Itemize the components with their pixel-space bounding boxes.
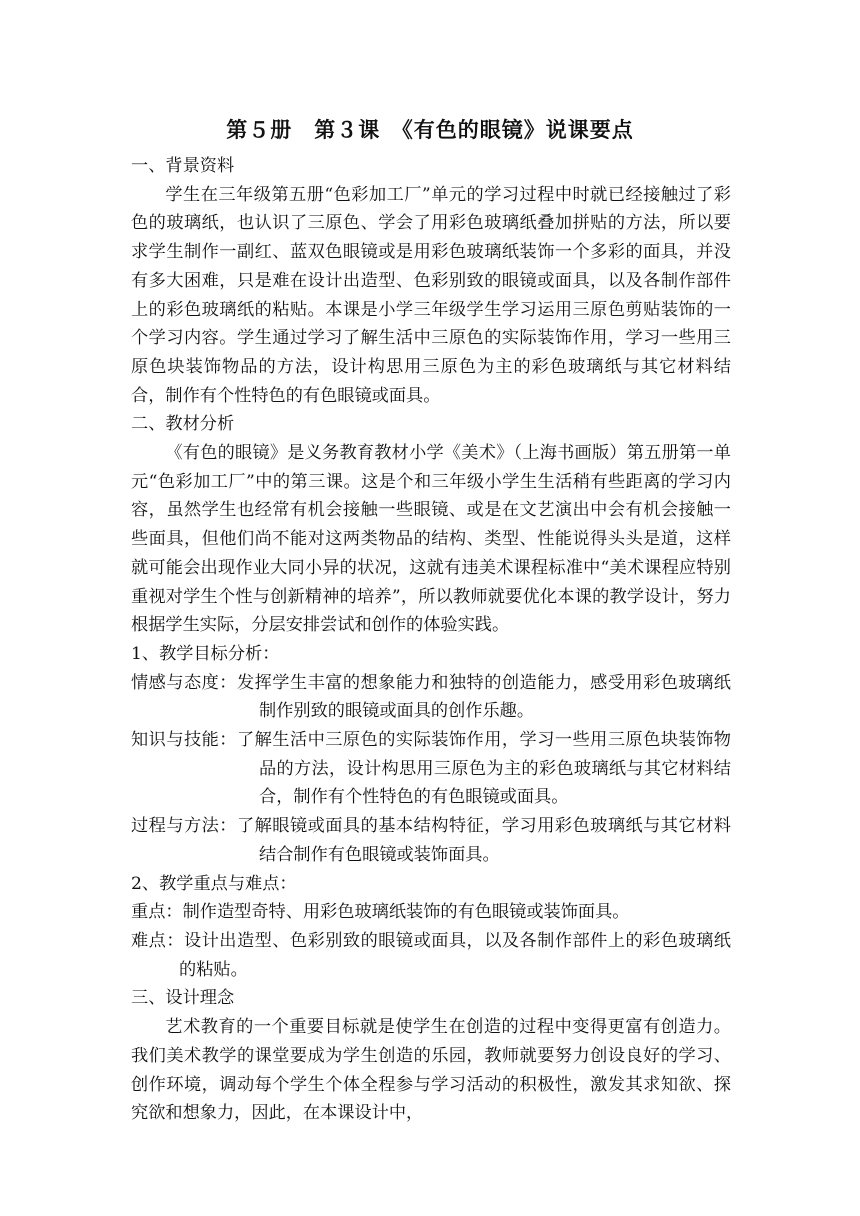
goal-emotion-label: 情感与态度： <box>131 672 237 693</box>
section-heading-background: 一、背景资料 <box>131 156 235 176</box>
difficult-point-label: 难点： <box>131 930 184 951</box>
key-point <box>131 898 731 927</box>
goal-knowledge <box>131 726 731 812</box>
section-heading-textbook: 二、教材分析 <box>131 414 235 435</box>
paragraph-design: 艺术教育的一个重要目标就是使学生在创造的过程中变得更富有创造力。我们美术教学的课堂要成为学生创造的乐园，教师就要努力创设良好的学习、创作环境，调动每个学生个体全程参与学习活动的积极性，激发其求知欲、探究欲和想象力，因此，在本课设计中， <box>131 1017 731 1124</box>
subheading-goals: 1、教学目标分析： <box>131 643 280 664</box>
goal-process-text: 了解眼镜或面具的基本结构特征，学习用彩色玻璃纸与其它材料结合制作有色眼镜或装饰面具。 <box>236 816 731 865</box>
paragraph-background: 学生在三年级第五册“色彩加工厂”单元的学习过程中时就已经接触过了彩色的玻璃纸，也认识了三原色、学会了用彩色玻璃纸叠加拼贴的方法，所以要求学生制作一副红、蓝双色眼镜或是用彩色玻璃纸装饰一个多彩的面具，并没有多大困难，只是难在设计出造型、色彩别致的眼镜或面具，以及各制作部件上的彩色玻璃纸的粘贴。本课是小学三年级学生学习运用三原色剪贴装饰的一个学习内容。学生通过学习了解生活中三原色的实际装饰作用，学习一些用三原色块装饰物品的方法，设计构思用三原色为主的彩色玻璃纸与其它材料结合，制作有个性特色的有色眼镜或面具。 <box>131 184 731 406</box>
page-title: 第５册 第３课 《有色的眼镜》说课要点 <box>226 117 634 142</box>
goal-process <box>131 812 731 869</box>
goal-emotion-text: 发挥学生丰富的想象能力和独特的创造能力，感受用彩色玻璃纸制作别致的眼镜或面具的创作乐趣。 <box>236 672 731 722</box>
goal-emotion <box>131 669 731 726</box>
paragraph-textbook: 《有色的眼镜》是义务教育教材小学《美术》（上海书画版）第五册第一单元“色彩加工厂”中的第三课。这是个和三年级小学生生活稍有些距离的学习内容，虽然学生也经常有机会接触一些眼镜、或是在文艺演出中会有机会接触一些面具，但他们尚不能对这两类物品的结构、类型、性能说得头头是道，这样就可能会出现作业大同小异的状况，这就有违美术课程标准中“美术课程应特别重视对学生个性与创新精神的培养”，所以教师就要优化本课的教学设计，努力根据学生实际，分层安排尝试和创作的体验实践。 <box>131 443 731 636</box>
goal-knowledge-text: 了解生活中三原色的实际装饰作用，学习一些用三原色块装饰物品的方法，设计构思用三原色为主的彩色玻璃纸与其它材料结合，制作有个性特色的有色眼镜或面具。 <box>236 730 731 808</box>
key-point-label: 重点： <box>131 902 183 923</box>
section-heading-design: 三、设计理念 <box>131 988 235 1009</box>
difficult-point-text: 设计出造型、色彩别致的眼镜或面具，以及各制作部件上的彩色玻璃纸的粘贴。 <box>179 930 731 980</box>
document-body <box>131 152 731 1128</box>
difficult-point <box>131 927 731 984</box>
subheading-key-points: 2、教学重点与难点： <box>131 873 297 894</box>
goal-process-label: 过程与方法： <box>131 816 237 837</box>
key-point-text: 制作造型奇特、用彩色玻璃纸装饰的有色眼镜或装饰面具。 <box>182 902 630 923</box>
goal-knowledge-label: 知识与技能： <box>131 730 237 751</box>
